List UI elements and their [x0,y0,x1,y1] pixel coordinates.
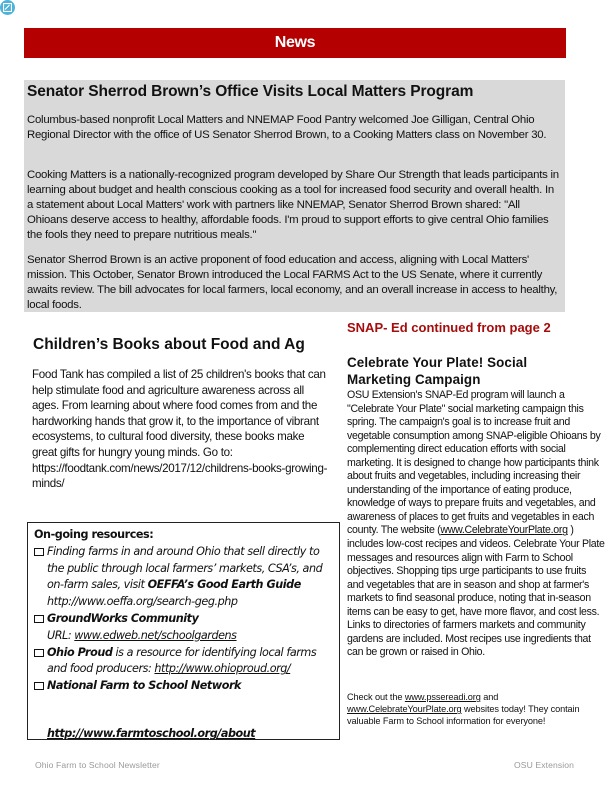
snap-body-text: ) includes low-cost recipes and videos. Celebrate Your Plate messages and resources align with Farm to School objectives. Shopping tips urge participants to use fruits and vegetables that are in season and shop at farmer's markets to find seasonal produce, noting that in-season items can be easy to get, have more flavor, and cost less. Links to directories of farmers markets and community gardens are included. Most recipes use ingredients that can be grown or raised in Ohio. [347,524,605,659]
resource-link[interactable]: http://www.oeffa.org/search-geg.php [47,595,238,609]
feature-headline: Senator Sherrod Brown’s Office Visits Local Matters Program [27,83,474,100]
resource-link[interactable]: www.edweb.net/schoolgardens [74,628,237,642]
books-body: Food Tank has compiled a list of 25 children's books that can help stimulate food and agriculture awareness across all ages. From learning about where food comes from and the hardworking hands that grow it, to the importance of vibrant ecosystems, to cultural food diversity, these books make great gifts for hungry young minds. Go to: https://foodtank.com/news/2017/12/childrens-books-growing-minds/ [32,368,328,491]
checkbox-bullet-icon [34,548,44,556]
feature-paragraph: Senator Sherrod Brown is an active proponent of food education and access, aligning with Local Matters' mission. This October, Senator Brown introduced the Local FARMS Act to the US Senate, where it currently awaits review. The bill advocates for local farmers, local economy, and an overall increase in access to healthy, local foods. [27,254,558,311]
edit-glyph-icon [3,3,12,12]
snap-note [347,691,592,728]
snap-body-text: OSU Extension's SNAP-Ed program will launch a "Celebrate Your Plate" social marketing campaign this spring. The campaign's goal is to increase fruit and vegetable consumption among SNAP-eligible Ohioans by complementing direct education efforts with social marketing. It is designed to change how participants think about fruits and vegetables, including increasing their understanding of the importance of eating produce, knowledge of ways to prepare fruits and vegetables, and awareness of places to get fruits and vegetables in each county. The website ( [347,389,601,537]
resource-text: Finding farms in and around Ohio that sell directly to the public through local farmers’ markets, CSA’s, and on-farm sales, visit [47,544,323,592]
resource-item [34,611,333,645]
books-title: Children’s Books about Food and Ag [33,336,305,353]
checkbox-bullet-icon [34,682,44,690]
resource-item [34,678,333,695]
feature-article [24,80,565,312]
celebrate-your-plate-link[interactable]: www.CelebrateYourPlate.org [440,524,568,537]
resource-name: GroundWorks Community [47,611,199,625]
snap-subheading: Celebrate Your Plate! Social Marketing Campaign [347,355,528,387]
resource-item [34,645,333,679]
snap-note-text: websites today! They contain valuable Farm to School information for everyone! [347,704,580,727]
checkbox-bullet-icon [34,649,44,657]
resource-url-label: URL: [47,628,75,642]
resource-link[interactable]: http://www.farmtoschool.org/about [47,727,256,740]
snap-note-text: Check out the [347,692,405,702]
snap-heading: SNAP- Ed continued from page 2 [347,320,551,335]
resources-box [27,522,340,740]
snap-body [347,389,605,660]
footer-newsletter-name: Ohio Farm to School Newsletter [35,760,160,770]
news-banner [24,28,566,58]
banner-title: News [274,34,316,51]
edit-icon[interactable] [0,0,15,15]
resource-text: is a resource for identifying local farms and food producers: [47,645,317,676]
resource-name: Ohio Proud [47,645,113,659]
resource-item [34,544,333,611]
snap-note-text: and [480,692,499,702]
resource-name: National Farm to School Network [47,679,242,693]
celebrate-your-plate-link[interactable]: www.CelebrateYourPlate.org [347,704,462,715]
pssereadi-link[interactable]: www.pssereadi.org [404,692,481,702]
resources-title: On-going resources: [34,528,154,541]
footer-publisher: OSU Extension [514,760,575,770]
resource-name: OEFFA’s Good Earth Guide [147,578,301,592]
feature-paragraph: Cooking Matters is a nationally-recognized program developed by Share Our Strength that leads participants in learning about budget and health conscious cooking as a tool for increased food security and overall health. In a statement about Local Matters' work with partners like NNEMAP, Senator Sherrod Brown shared: "All Ohioans deserve access to healthy, affordable foods. I'm proud to support efforts to give central Ohio families the fools they need to prepare nutritious meals." [27,169,559,241]
checkbox-bullet-icon [34,615,44,623]
resource-link[interactable]: http://www.ohioproud.org/ [154,662,291,676]
feature-paragraph: Columbus-based nonprofit Local Matters and NNEMAP Food Pantry welcomed Joe Gilligan, Central Ohio Regional Director with the office of US Senator Sherrod Brown, to a Cooking Matters class on November 30. [27,114,547,141]
